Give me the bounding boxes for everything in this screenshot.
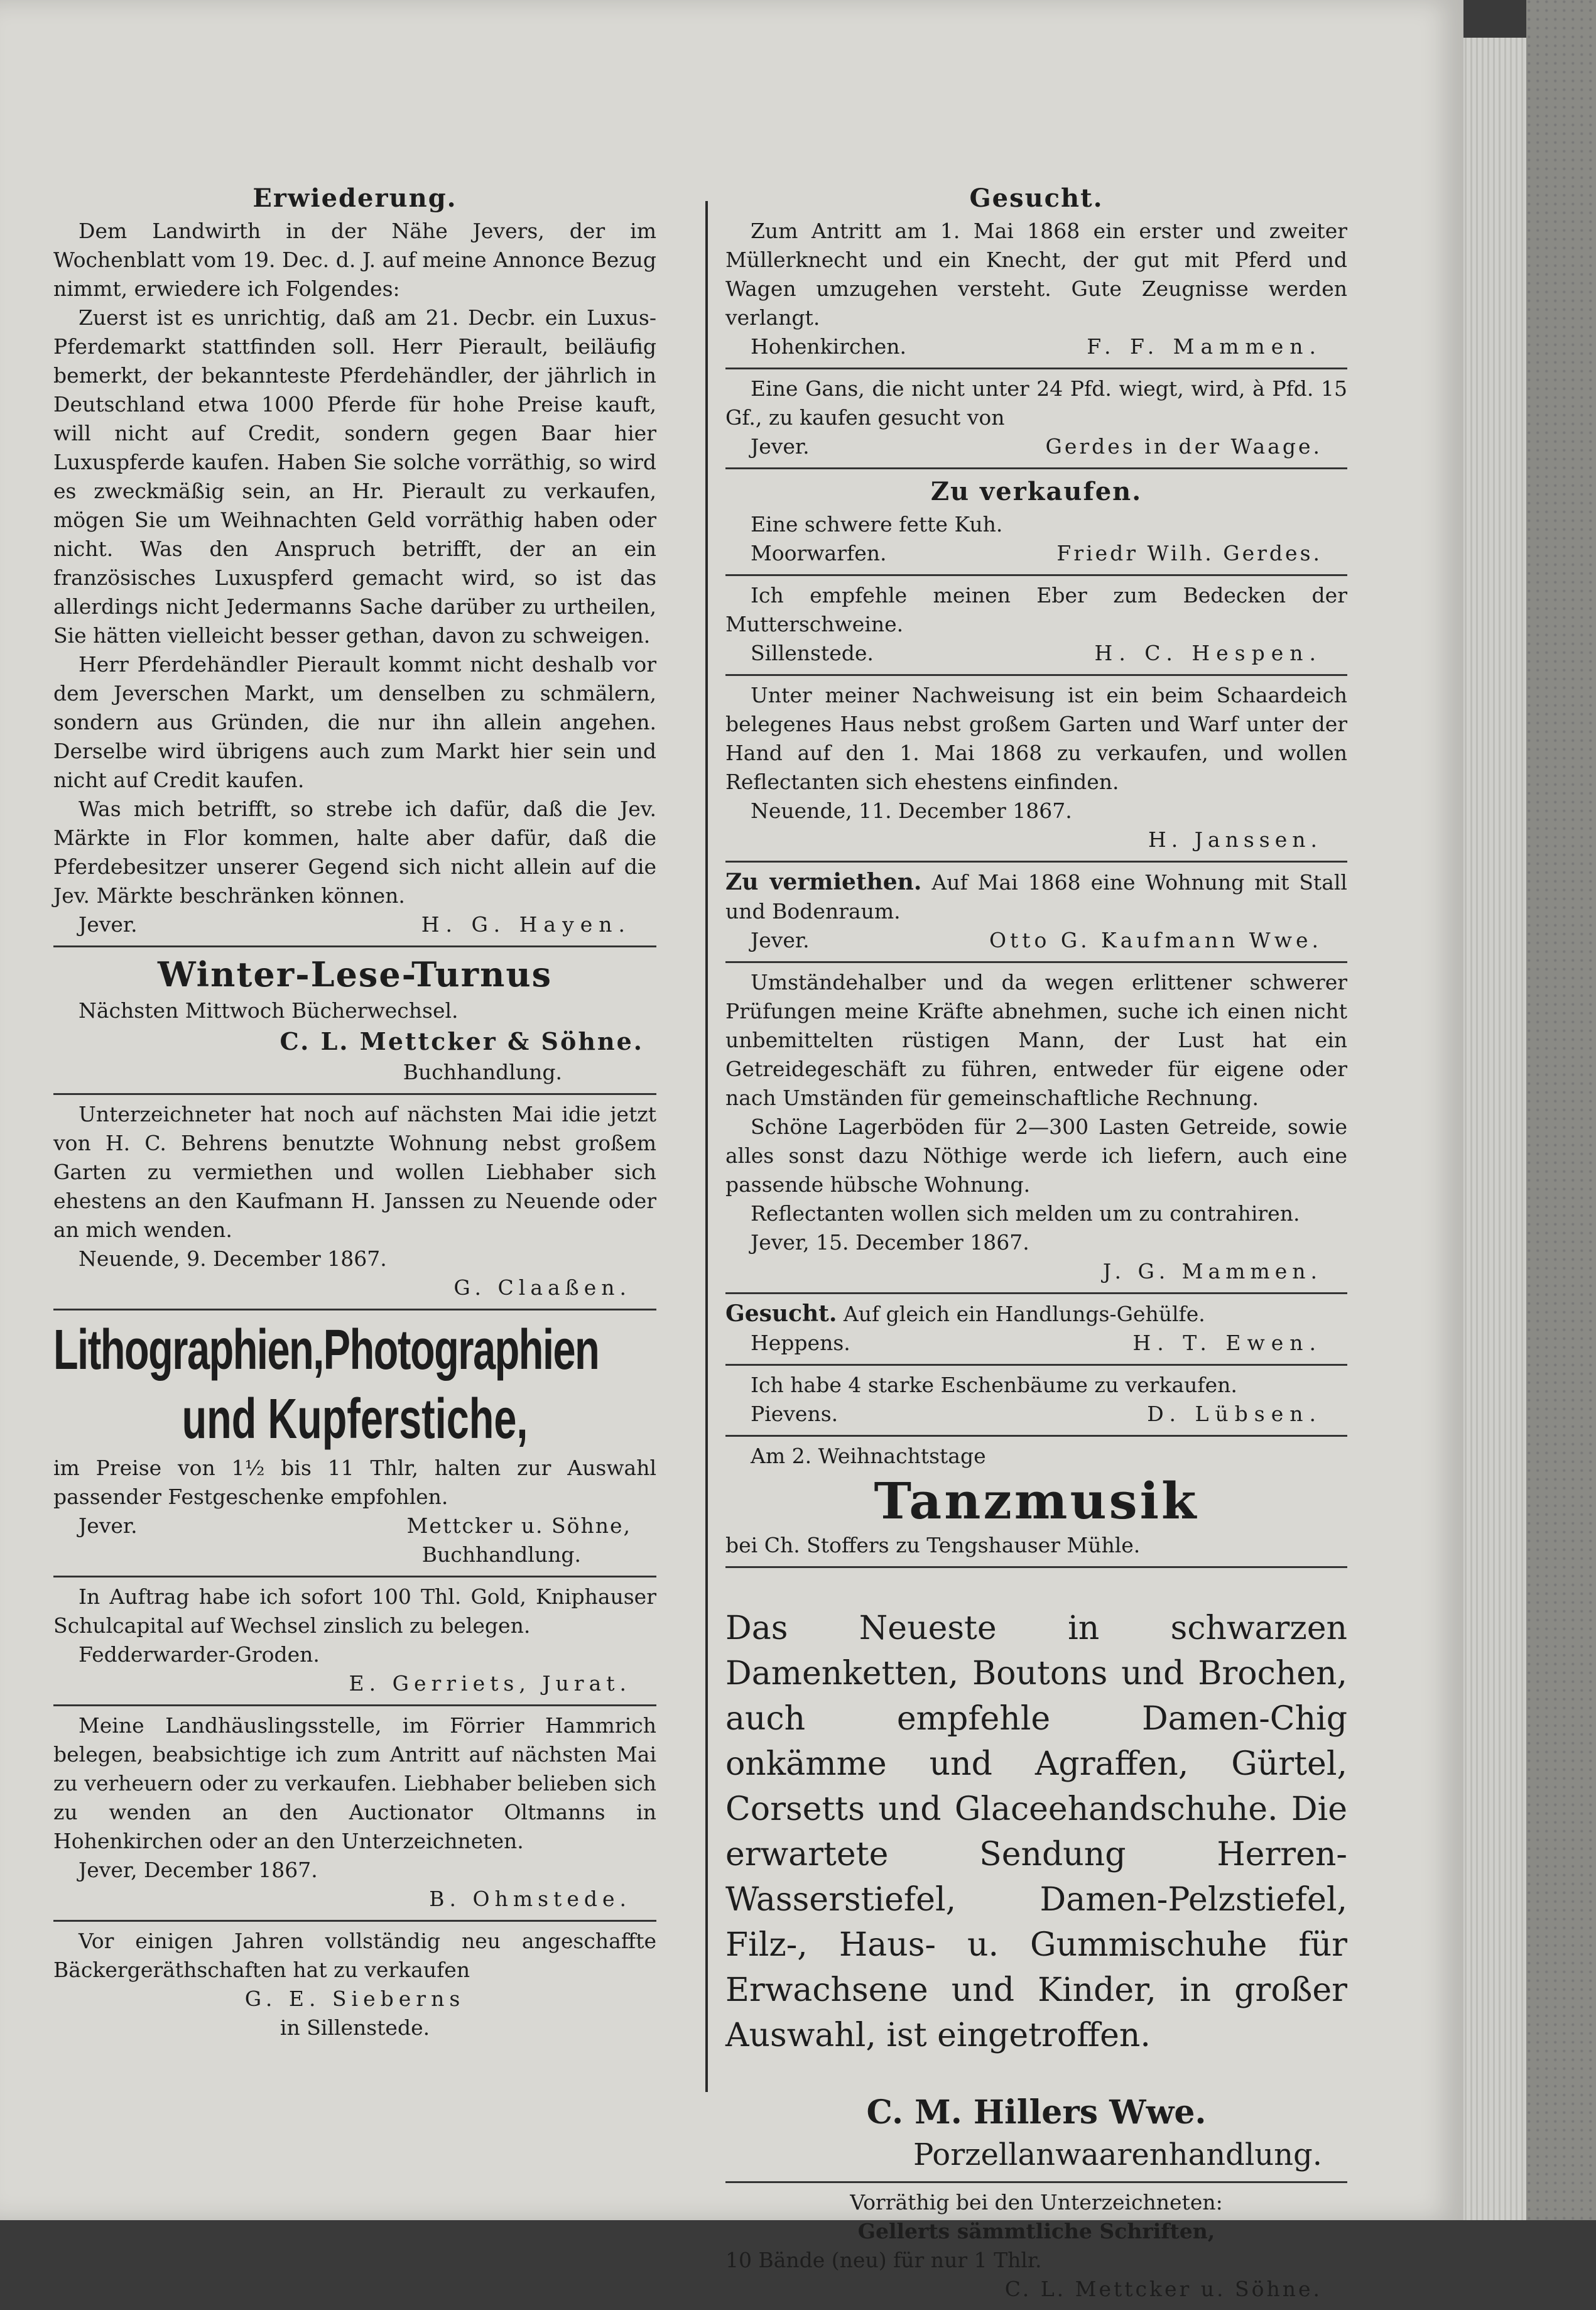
place: Sillenstede. — [751, 641, 874, 665]
ad-landhaeuslingsstelle — [53, 1706, 656, 1922]
ad-body: Auf gleich ein Handlungs-Gehülfe. — [843, 1302, 1205, 1326]
ad-heading: Gellerts sämmtliche Schriften, — [857, 2219, 1215, 2243]
firm-subtitle: Buchhandlung. — [403, 1060, 562, 1084]
firm-name: C. L. Mettcker & Söhne. — [280, 1027, 644, 1055]
ad-heading: Gesucht. — [725, 1300, 837, 1327]
paragraph: Was mich betrifft, so strebe ich dafür, daß die Jev. Märkte in Flor kommen, halte aber dafür, daß die Pferdebesitzer unserer Gegend sich nicht allein auf die Jev. Märkte beschränken können. — [53, 797, 656, 908]
ad-hillers — [725, 1568, 1347, 2183]
ad-heading: Zu vermiethen. — [725, 869, 922, 895]
ad-text: Reflectanten wollen sich melden um zu contrahiren. — [751, 1201, 1300, 1226]
place: in Sillenstede. — [280, 2015, 430, 2040]
ad-text: Vorräthig bei den Unterzeichneten: — [850, 2190, 1223, 2215]
ad-text: Ich empfehle meinen Eber zum Bedecken der Mutterschweine. — [725, 583, 1347, 636]
ad-text: Unter meiner Nachweisung ist ein beim Schaardeich belegenes Haus nebst großem Garten und Warf unter der Hand auf den 1. Mai 1868 zu verkaufen, und wollen Reflectanten sich ehestens einfinden. — [725, 683, 1347, 794]
date: Neuende, 9. December 1867. — [79, 1246, 387, 1271]
ad-text: Meine Landhäuslingsstelle, im Förrier Hammrich belegen, beabsichtige ich zum Antritt auf nächsten Mai zu verheuern oder zu verkaufen. Liebhaber belieben sich zu wenden an den Auctionator Oltmanns in Hohenkirchen oder an den Unterzeichneten. — [53, 1713, 656, 1853]
ad-eschenbaeume — [725, 1366, 1347, 1437]
ad-body: Auf Mai 1868 eine Wohnung mit Stall und Bodenraum. — [725, 870, 1347, 923]
signatory: J. G. Mammen. — [1102, 1259, 1322, 1283]
signatory: Friedr Wilh. Gerdes. — [1056, 541, 1322, 565]
signatory: G. Claaßen. — [453, 1275, 631, 1300]
place: Jever. — [751, 928, 810, 952]
ad-tanzmusik — [725, 1437, 1347, 1568]
place: Heppens. — [751, 1331, 850, 1355]
ad-text: Vor einigen Jahren vollständig neu angeschaffte Bäckergeräthschaften hat zu verkaufen — [53, 1929, 656, 1982]
firm-subtitle: Porzellanwaarenhandlung. — [913, 2137, 1322, 2172]
ad-winter-lese-turnus — [53, 947, 656, 1095]
paragraph: Herr Pferdehändler Pierault kommt nicht deshalb vor dem Jeverschen Markt, um denselben zu schmälern, sondern aus Gründen, die nur ihn allein angehen. Derselbe wird übrigens auch zum Markt hier sein und nicht auf Credit kaufen. — [53, 652, 656, 792]
place: Fedderwarder-Groden. — [79, 1642, 320, 1667]
ad-text: Ich habe 4 starke Eschenbäume zu verkaufen. — [751, 1373, 1237, 1397]
ad-text — [725, 1299, 1347, 1329]
ad-baeckergeraethschaften — [53, 1922, 656, 2049]
ad-text: Am 2. Weihnachtstage — [751, 1444, 986, 1468]
column-divider — [705, 201, 708, 2092]
ad-lithographien — [53, 1310, 656, 1577]
ad-text: Umständehalber und da wegen erlittener schwerer Prüfungen meine Kräfte abnehmen, suche ich einen nicht unbemittelten rüstigen Mann, der Lust hat ein Getreidegeschäft zu führen, entweder für eigene oder nach Umständen für gemeinschaftliche Rechnung. — [725, 970, 1347, 1110]
ad-text — [725, 868, 1347, 926]
ad-heading: Lithographien,Photographien — [53, 1319, 599, 1381]
right-column — [725, 176, 1347, 2310]
ad-text: Zum Antritt am 1. Mai 1868 ein erster und zweiter Müllerknecht und ein Knecht, der gut mit Pferd und Wagen umzugehen versteht. Gute Zeugnisse werden verlangt. — [725, 219, 1347, 330]
ad-heading: Gesucht. — [969, 183, 1104, 213]
left-column — [53, 176, 656, 2049]
ad-wohnung-behrens — [53, 1095, 656, 1310]
signatory: F. F. Mammen. — [1087, 334, 1322, 359]
signatory: D. Lübsen. — [1147, 1402, 1322, 1426]
ad-heading-line2: und Kupferstiche, — [182, 1388, 528, 1451]
ad-text: Eine Gans, die nicht unter 24 Pfd. wiegt, wird, à Pfd. 15 Gf., zu kaufen gesucht von — [725, 376, 1347, 430]
ad-gans — [725, 369, 1347, 469]
signature — [725, 639, 1347, 668]
signature — [725, 332, 1347, 361]
place: Jever. — [79, 1513, 138, 1538]
place: Jever. — [79, 912, 138, 937]
signature — [53, 1512, 656, 1540]
ad-haus-schaardeich — [725, 676, 1347, 863]
date: Jever, December 1867. — [79, 1858, 318, 1882]
signatory: E. Gerriets, Jurat. — [349, 1671, 631, 1696]
ad-muellerknecht — [725, 176, 1347, 369]
firm-name: Mettcker u. Söhne, — [406, 1513, 631, 1538]
ad-erwiederung — [53, 176, 656, 947]
ad-getreidegeschaeft — [725, 963, 1347, 1294]
paragraph: Dem Landwirth in der Nähe Jevers, der im Wochenblatt vom 19. Dec. d. J. auf meine Annonce Bezug nimmt, erwiedere ich Folgendes: — [53, 219, 656, 301]
ad-text: Unterzeichneter hat noch auf nächsten Mai idie jetzt von H. C. Behrens benutzte Wohnung nebst großem Garten zu vermiethen und wollen Liebhaber sich ehestens an den Kaufmann H. Janssen zu Neuende oder an mich wenden. — [53, 1102, 656, 1242]
ad-heading: Winter-Lese-Turnus — [157, 954, 553, 994]
signatory: H. C. Hespen. — [1094, 641, 1322, 665]
firm-subtitle: Buchhandlung. — [421, 1542, 581, 1567]
firm-name: C. L. Mettcker u. Söhne. — [1004, 2277, 1322, 2301]
ad-text: 10 Bände (neu) für nur 1 Thlr. — [725, 2248, 1042, 2272]
ad-text: bei Ch. Stoffers zu Tengshauser Mühle. — [725, 1533, 1141, 1557]
ad-vermiethen — [725, 863, 1347, 963]
signatory: H. T. Ewen. — [1132, 1331, 1322, 1355]
paragraph: Zuerst ist es unrichtig, daß am 21. Decbr. ein Luxus-Pferdemarkt stattfinden soll. Herr Pierault, beiläufig bemerkt, der bekannteste Pferdehändler, der jährlich in Deutschland etwa 1000 Pferde für hohe Preise kauft, will nicht auf Credit, sondern gegen Baar hier Luxuspferde kaufen. Haben Sie solche vorräthig, so wird es zweckmäßig sein, an Hr. Pierault zu verkaufen, mögen Sie um Weihnachten Geld vorräthig haben oder nicht. Was den Anspruch betrifft, der an ein französisches Luxuspferd gemacht wird, so ist das allerdings nicht Jedermanns Sache darüber zu urtheilen, Sie hätten vielleicht besser gethan, davon zu schweigen. — [53, 305, 656, 648]
ad-gellert — [725, 2183, 1347, 2310]
ad-handlungsgehuelfe — [725, 1294, 1347, 1366]
signature — [725, 539, 1347, 568]
ad-gold-schulcapital — [53, 1577, 656, 1706]
place: Pievens. — [751, 1402, 839, 1426]
signature — [725, 926, 1347, 955]
signature — [725, 432, 1347, 461]
ad-text: Eine schwere fette Kuh. — [751, 512, 1003, 537]
ad-kuh — [725, 469, 1347, 576]
signatory: H. Janssen. — [1148, 827, 1322, 852]
date: Neuende, 11. December 1867. — [751, 798, 1072, 823]
place: Hohenkirchen. — [751, 334, 907, 359]
background-surface — [1526, 0, 1596, 2220]
ad-eber — [725, 576, 1347, 676]
place: Moorwarfen. — [751, 541, 887, 565]
signature — [725, 1329, 1347, 1358]
ad-text: im Preise von 1½ bis 11 Thlr, halten zur Auswahl passender Festgeschenke empfohlen. — [53, 1456, 656, 1509]
signatory: Otto G. Kaufmann Wwe. — [989, 928, 1322, 952]
signature — [53, 910, 656, 939]
signatory: Gerdes in der Waage. — [1045, 434, 1322, 459]
signatory: G. E. Sieberns — [244, 1986, 465, 2011]
ad-text: In Auftrag habe ich sofort 100 Thl. Gold, Kniphauser Schulcapital auf Wechsel zinslich zu belegen. — [53, 1584, 656, 1638]
ad-text: Schöne Lagerböden für 2—300 Lasten Getreide, sowie alles sonst dazu Nöthige werde ich liefern, auch eine passende hübsche Wohnung. — [725, 1114, 1347, 1197]
signatory: H. G. Hayen. — [421, 912, 631, 937]
signatory: B. Ohmstede. — [429, 1887, 631, 1911]
firm-name: C. M. Hillers Wwe. — [866, 2093, 1207, 2132]
ad-text: Nächsten Mittwoch Bücherwechsel. — [79, 998, 459, 1023]
place: Jever. — [751, 434, 810, 459]
ad-heading: Tanzmusik — [874, 1471, 1199, 1530]
ad-text: Das Neueste in schwarzen Damenketten, Boutons und Brochen, auch empfehle Damen-Chig onkämme und Agraffen, Gürtel, Corsetts und Glaceehandschuhe. Die erwartete Sendung Herren-Wasserstiefel, Damen-Pelzstiefel, Filz-, Haus- u. Gummischuhe für Erwachsene und Kinder, in großer Auswahl, ist eingetroffen. — [725, 1610, 1347, 2054]
signature — [725, 1400, 1347, 1429]
ad-heading: Zu verkaufen. — [930, 477, 1143, 506]
date: Jever, 15. December 1867. — [751, 1230, 1029, 1255]
ad-heading: Erwiederung. — [252, 183, 457, 213]
